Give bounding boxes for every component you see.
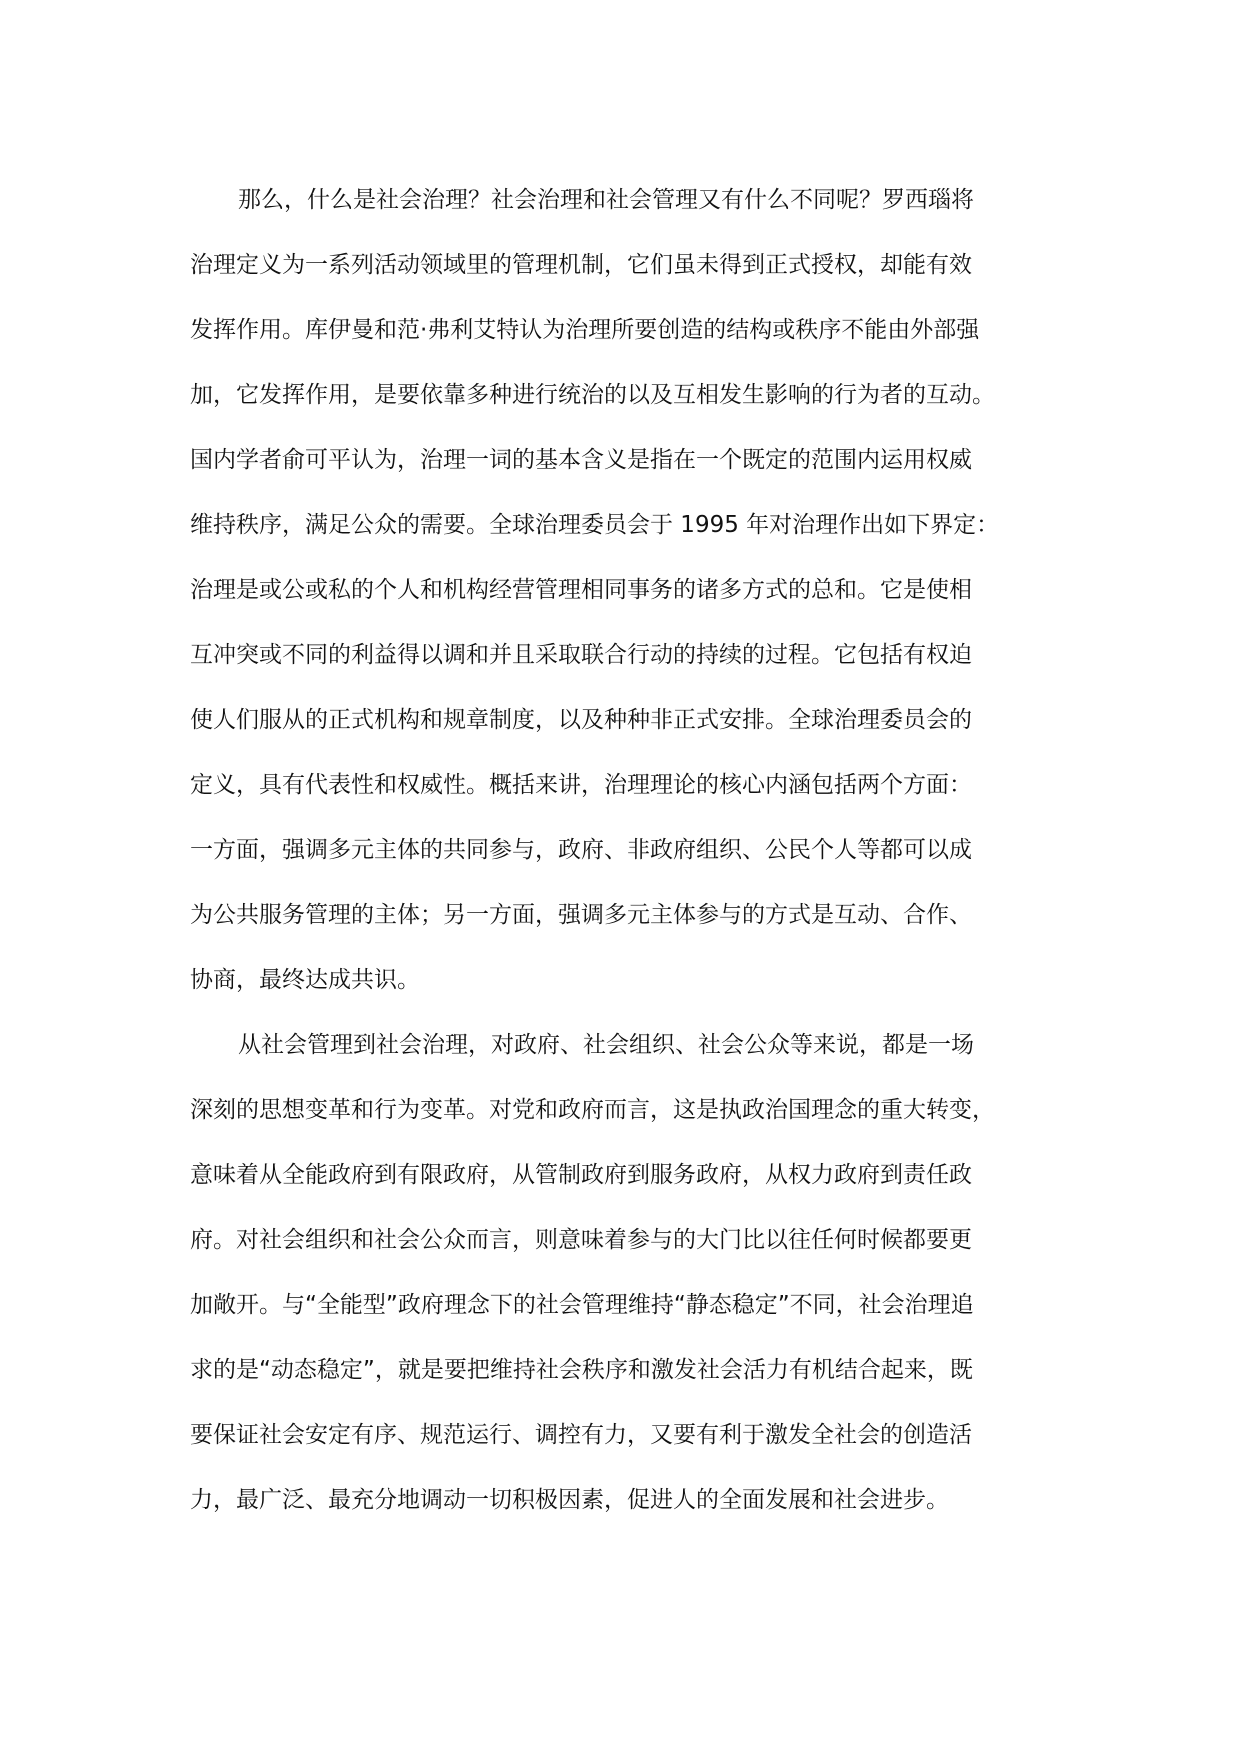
text-line: 治理是或公或私的个人和机构经营管理相同事务的诸多方式的总和。它是使相 xyxy=(190,577,972,603)
text-line: 协商，最终达成共识。 xyxy=(190,967,420,993)
text-line: 定义，具有代表性和权威性。概括来讲，治理理论的核心内涵包括两个方面： xyxy=(190,772,972,798)
text-line: 加敞开。与“全能型”政府理念下的社会管理维持“静态稳定”不同，社会治理追 xyxy=(190,1292,974,1318)
paragraph-1 xyxy=(190,168,1070,1013)
text-line: 加，它发挥作用，是要依靠多种进行统治的以及互相发生影响的行为者的互动。 xyxy=(190,382,995,408)
paragraph-2 xyxy=(190,1013,1070,1533)
text-line: 力，最广泛、最充分地调动一切积极因素，促进人的全面发展和社会进步。 xyxy=(190,1487,949,1513)
text-line: 从社会管理到社会治理，对政府、社会组织、社会公众等来说，都是一场 xyxy=(238,1032,974,1058)
text-line: 意味着从全能政府到有限政府，从管制政府到服务政府，从权力政府到责任政 xyxy=(190,1162,972,1188)
text-line: 要保证社会安定有序、规范运行、调控有力，又要有利于激发全社会的创造活 xyxy=(190,1422,972,1448)
text-line: 那么，什么是社会治理？社会治理和社会管理又有什么不同呢？罗西瑙将 xyxy=(238,187,974,213)
body-text xyxy=(190,168,1070,1533)
text-line: 深刻的思想变革和行为变革。对党和政府而言，这是执政治国理念的重大转变， xyxy=(190,1097,995,1123)
text-line: 使人们服从的正式机构和规章制度，以及种种非正式安排。全球治理委员会的 xyxy=(190,707,972,733)
text-line: 治理定义为一系列活动领域里的管理机制，它们虽未得到正式授权，却能有效 xyxy=(190,252,972,278)
text-line: 互冲突或不同的利益得以调和并且采取联合行动的持续的过程。它包括有权迫 xyxy=(190,642,972,668)
text-line: 国内学者俞可平认为，治理一词的基本含义是指在一个既定的范围内运用权威 xyxy=(190,447,972,473)
text-line: 求的是“动态稳定”，就是要把维持社会秩序和激发社会活力有机结合起来，既 xyxy=(190,1357,973,1383)
text-line: 一方面，强调多元主体的共同参与，政府、非政府组织、公民个人等都可以成 xyxy=(190,837,972,863)
text-line: 发挥作用。库伊曼和范·弗利艾特认为治理所要创造的结构或秩序不能由外部强 xyxy=(190,317,980,343)
text-line: 维持秩序，满足公众的需要。全球治理委员会于 1995 年对治理作出如下界定： xyxy=(190,512,1000,538)
text-line: 为公共服务管理的主体；另一方面，强调多元主体参与的方式是互动、合作、 xyxy=(190,902,972,928)
text-line: 府。对社会组织和社会公众而言，则意味着参与的大门比以往任何时候都要更 xyxy=(190,1227,972,1253)
